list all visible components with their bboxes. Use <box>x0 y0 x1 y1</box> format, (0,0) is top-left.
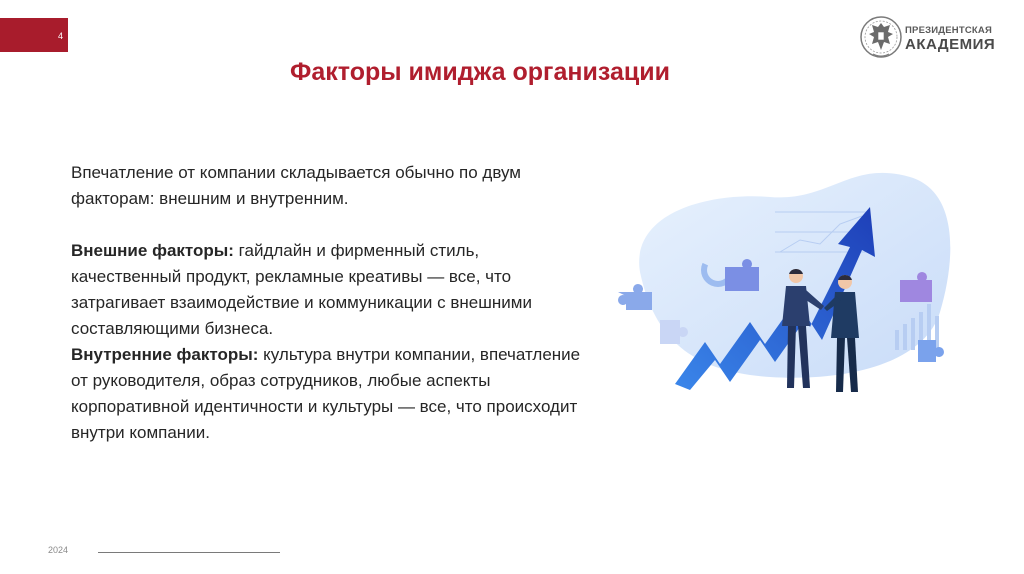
business-growth-handshake-illustration <box>600 152 962 406</box>
logo-text-line2: АКАДЕМИЯ <box>905 36 996 53</box>
internal-factors-label: Внутренние факторы: <box>71 345 259 364</box>
slide-title: Факторы имиджа организации <box>290 58 670 86</box>
slide-number: 4 <box>58 31 64 41</box>
logo-text-line1: ПРЕЗИДЕНТСКАЯ <box>905 25 992 36</box>
body-text <box>71 160 591 446</box>
external-factors-label: Внешние факторы: <box>71 241 234 260</box>
footer-year: 2024 <box>48 545 69 555</box>
intro-paragraph: Впечатление от компании складывается обычно по двум факторам: внешним и внутренним. <box>71 163 521 208</box>
eagle-emblem-icon <box>858 12 904 62</box>
footer-divider <box>98 552 280 553</box>
academy-logo <box>858 12 998 62</box>
puzzle-piece-icon <box>918 340 944 362</box>
external-factors-paragraph <box>71 238 591 342</box>
internal-factors-paragraph <box>71 342 591 446</box>
internal-factors-text: культура внутри компании, впечатление от руководителя, образ сотрудников, любые аспекты корпоративной идентичности и культуры — все, что происходит внутри компании. <box>71 345 581 442</box>
external-factors-text: гайдлайн и фирменный стиль, качественный продукт, рекламные креативы — все, что затрагивает взаимодействие и коммуникации с внешними составляющими бизнеса. <box>71 241 532 338</box>
